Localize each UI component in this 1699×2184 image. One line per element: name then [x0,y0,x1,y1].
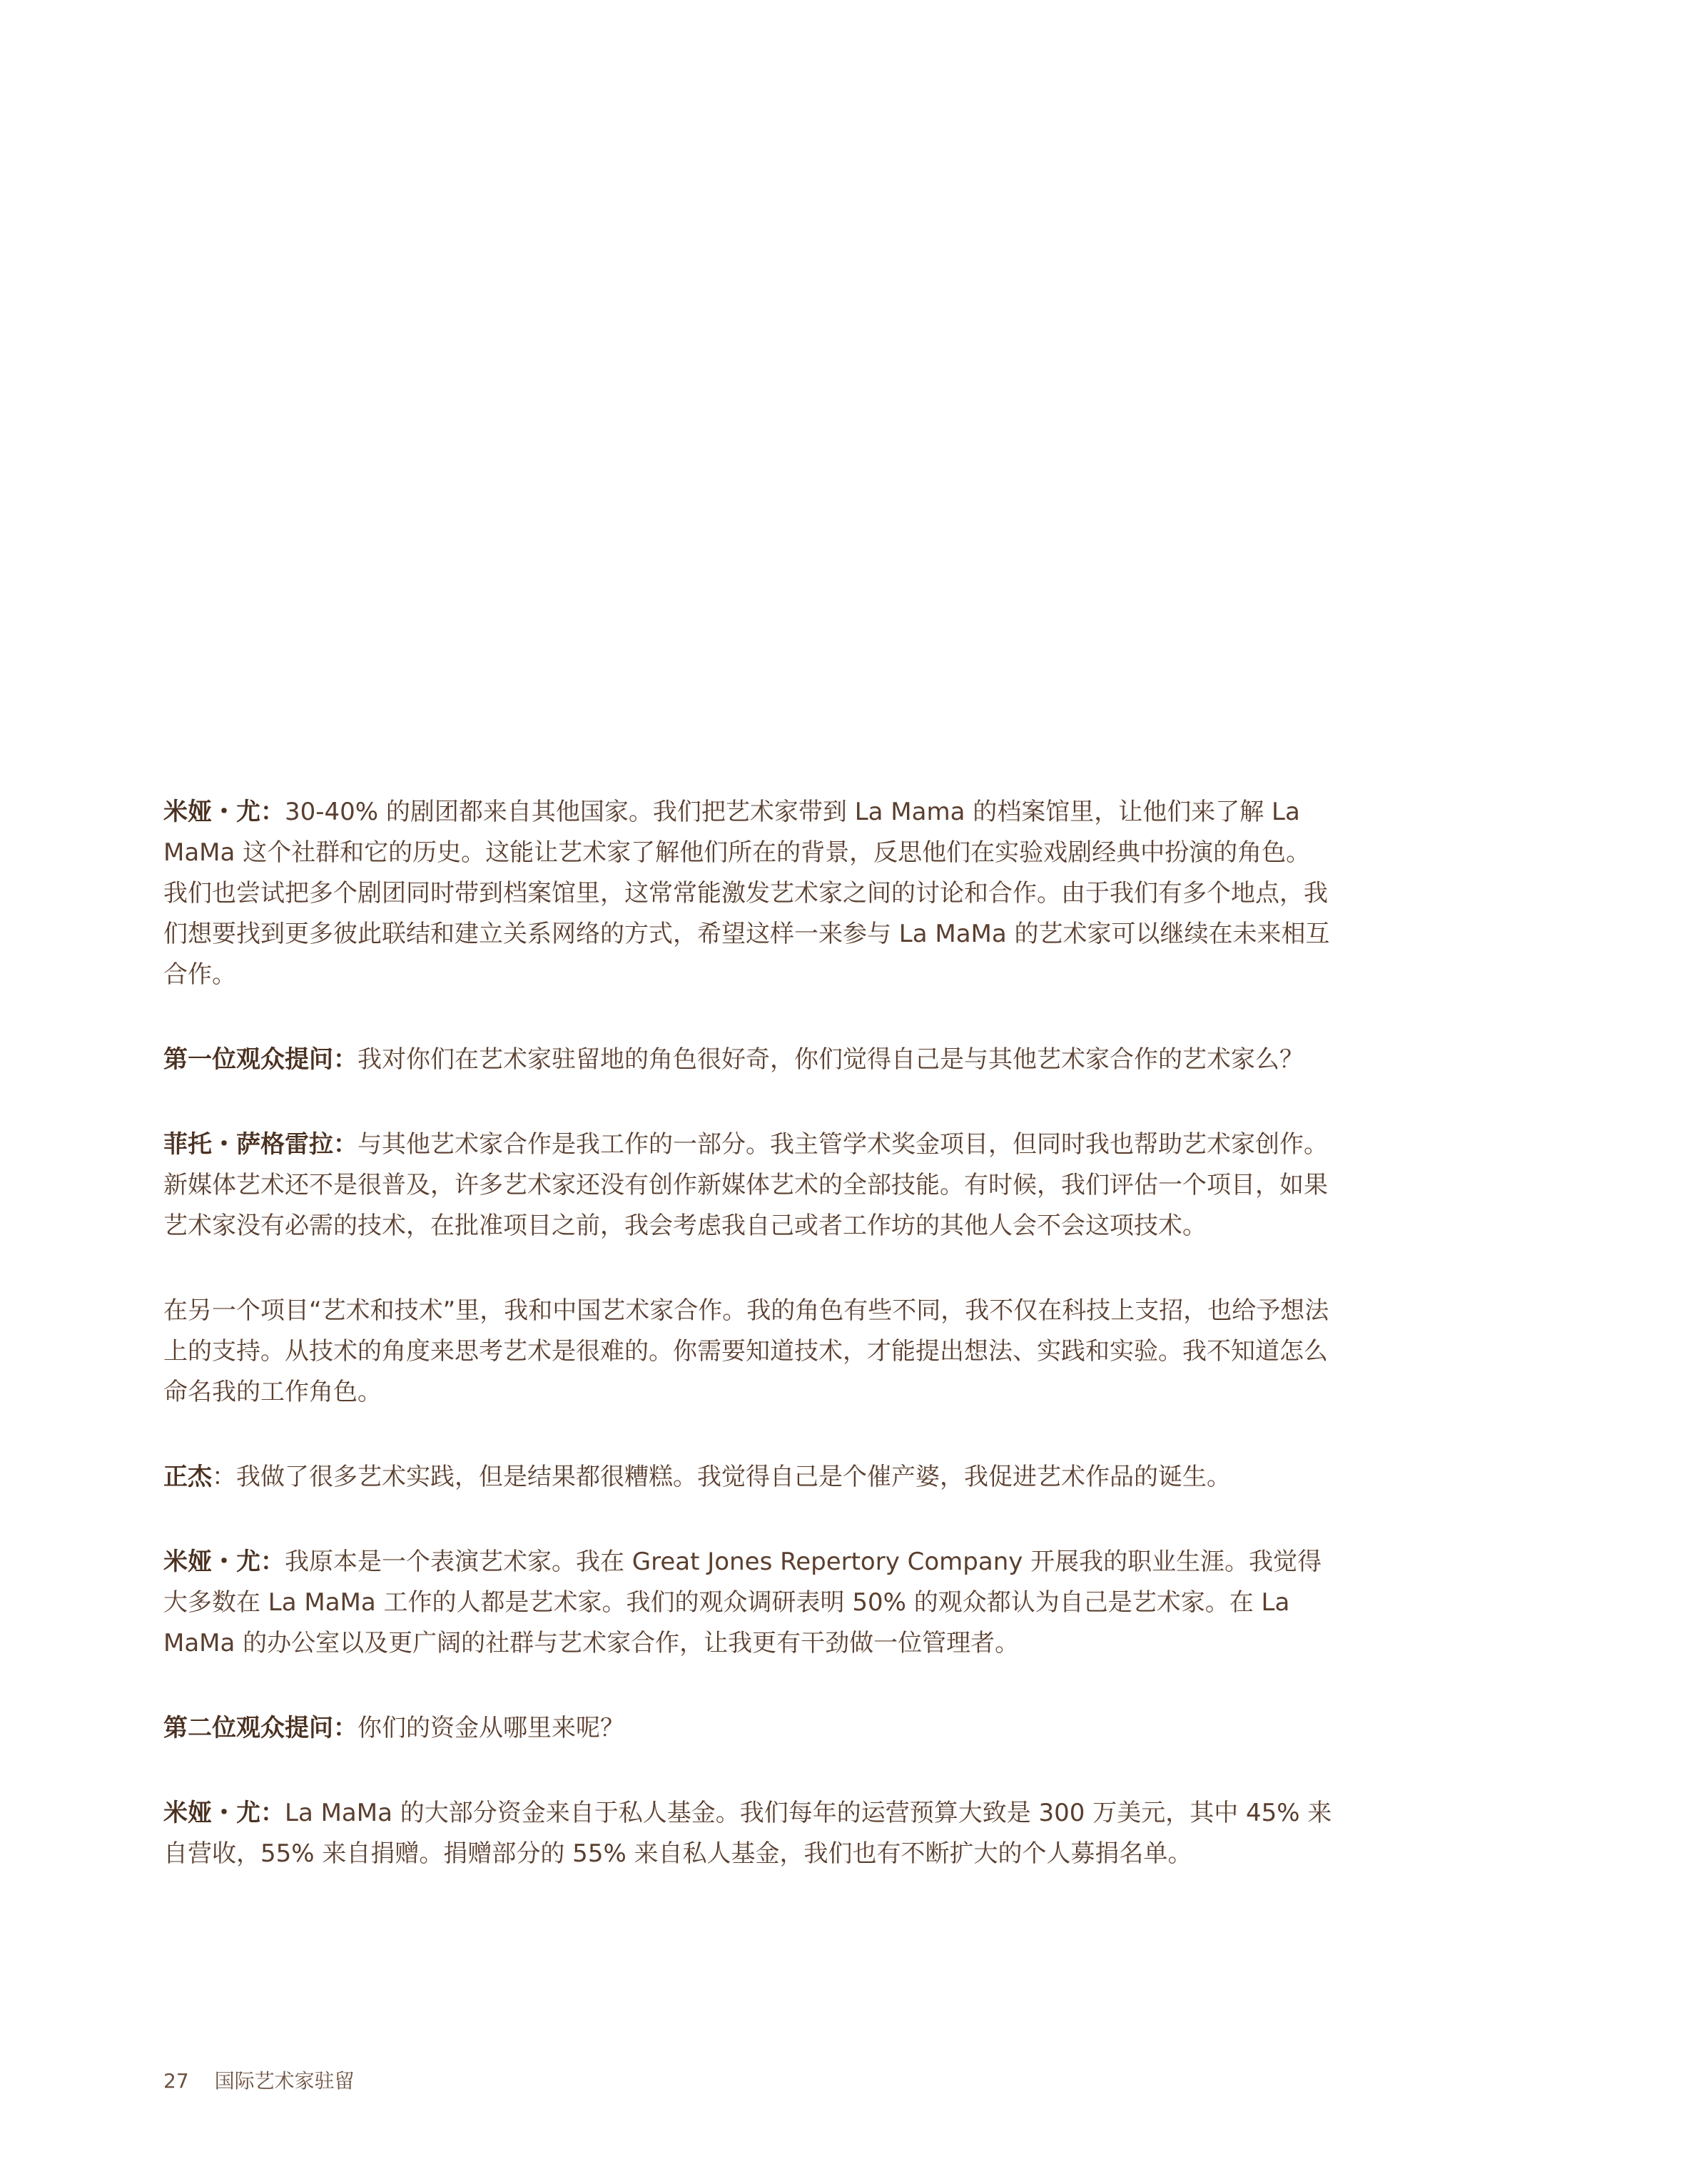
paragraph-text: 与其他艺术家合作是我工作的一部分。我主管学术奖金项目，但同时我也帮助艺术家创作。新媒体艺术还不是很普及，许多艺术家还没有创作新媒体艺术的全部技能。有时候，我们评估一个项目，如果艺术家没有必需的技术，在批准项目之前，我会考虑我自己或者工作坊的其他人会不会这项技术。 [163,1130,1328,1240]
page-number: 27 [163,2069,189,2093]
paragraph [163,1708,1334,1749]
paragraph [163,1040,1334,1080]
paragraph-text: ：我做了很多艺术实践，但是结果都很糟糕。我觉得自己是个催产婆，我促进艺术作品的诞生。 [212,1463,1231,1491]
footer-title: 国际艺术家驻留 [214,2069,355,2093]
speaker-name: 正杰 [163,1463,212,1491]
speaker-name: 菲托・萨格雷拉： [163,1130,357,1159]
paragraph-text: 我对你们在艺术家驻留地的角色很好奇，你们觉得自己是与其他艺术家合作的艺术家么？ [357,1045,1304,1074]
paragraph [163,1291,1334,1413]
paragraph [163,1124,1334,1246]
paragraph [163,792,1334,995]
paragraph [163,1793,1334,1874]
paragraph-text: 30-40% 的剧团都来自其他国家。我们把艺术家带到 La Mama 的档案馆里，让他们来了解 La MaMa 这个社群和它的历史。这能让艺术家了解他们所在的背景，反思他们在实验戏剧经典中扮演的角色。我们也尝试把多个剧团同时带到档案馆里，这常常能激发艺术家之间的讨论和合作。由于我们有多个地点，我们想要找到更多彼此联结和建立关系网络的方式，希望这样一来参与 La MaMa 的艺术家可以继续在未来相互合作。 [163,798,1330,989]
paragraph-text: 你们的资金从哪里来呢？ [357,1714,624,1742]
speaker-name: 第二位观众提问： [163,1714,357,1742]
paragraph [163,1542,1334,1664]
speaker-name: 米娅・尤： [163,1799,285,1827]
speaker-name: 米娅・尤： [163,798,285,826]
paragraph-text: 我原本是一个表演艺术家。我在 Great Jones Repertory Company 开展我的职业生涯。我觉得大多数在 La MaMa 工作的人都是艺术家。我们的观众调研表明 50% 的观众都认为自己是艺术家。在 La MaMa 的办公室以及更广阔的社群与艺术家合作，让我更有干劲做一位管理者。 [163,1548,1322,1657]
main-content [163,792,1334,1919]
paragraph-text: 在另一个项目“艺术和技术”里，我和中国艺术家合作。我的角色有些不同，我不仅在科技上支招，也给予想法上的支持。从技术的角度来思考艺术是很难的。你需要知道技术，才能提出想法、实践和实验。我不知道怎么命名我的工作角色。 [163,1296,1329,1406]
paragraph [163,1457,1334,1498]
paragraph-text: La MaMa 的大部分资金来自于私人基金。我们每年的运营预算大致是 300 万美元，其中 45% 来自营收，55% 来自捐赠。捐赠部分的 55% 来自私人基金，我们也有不断扩大的个人募捐名单。 [163,1799,1332,1868]
speaker-name: 第一位观众提问： [163,1045,357,1074]
speaker-name: 米娅・尤： [163,1548,285,1576]
page-footer [163,2066,355,2094]
